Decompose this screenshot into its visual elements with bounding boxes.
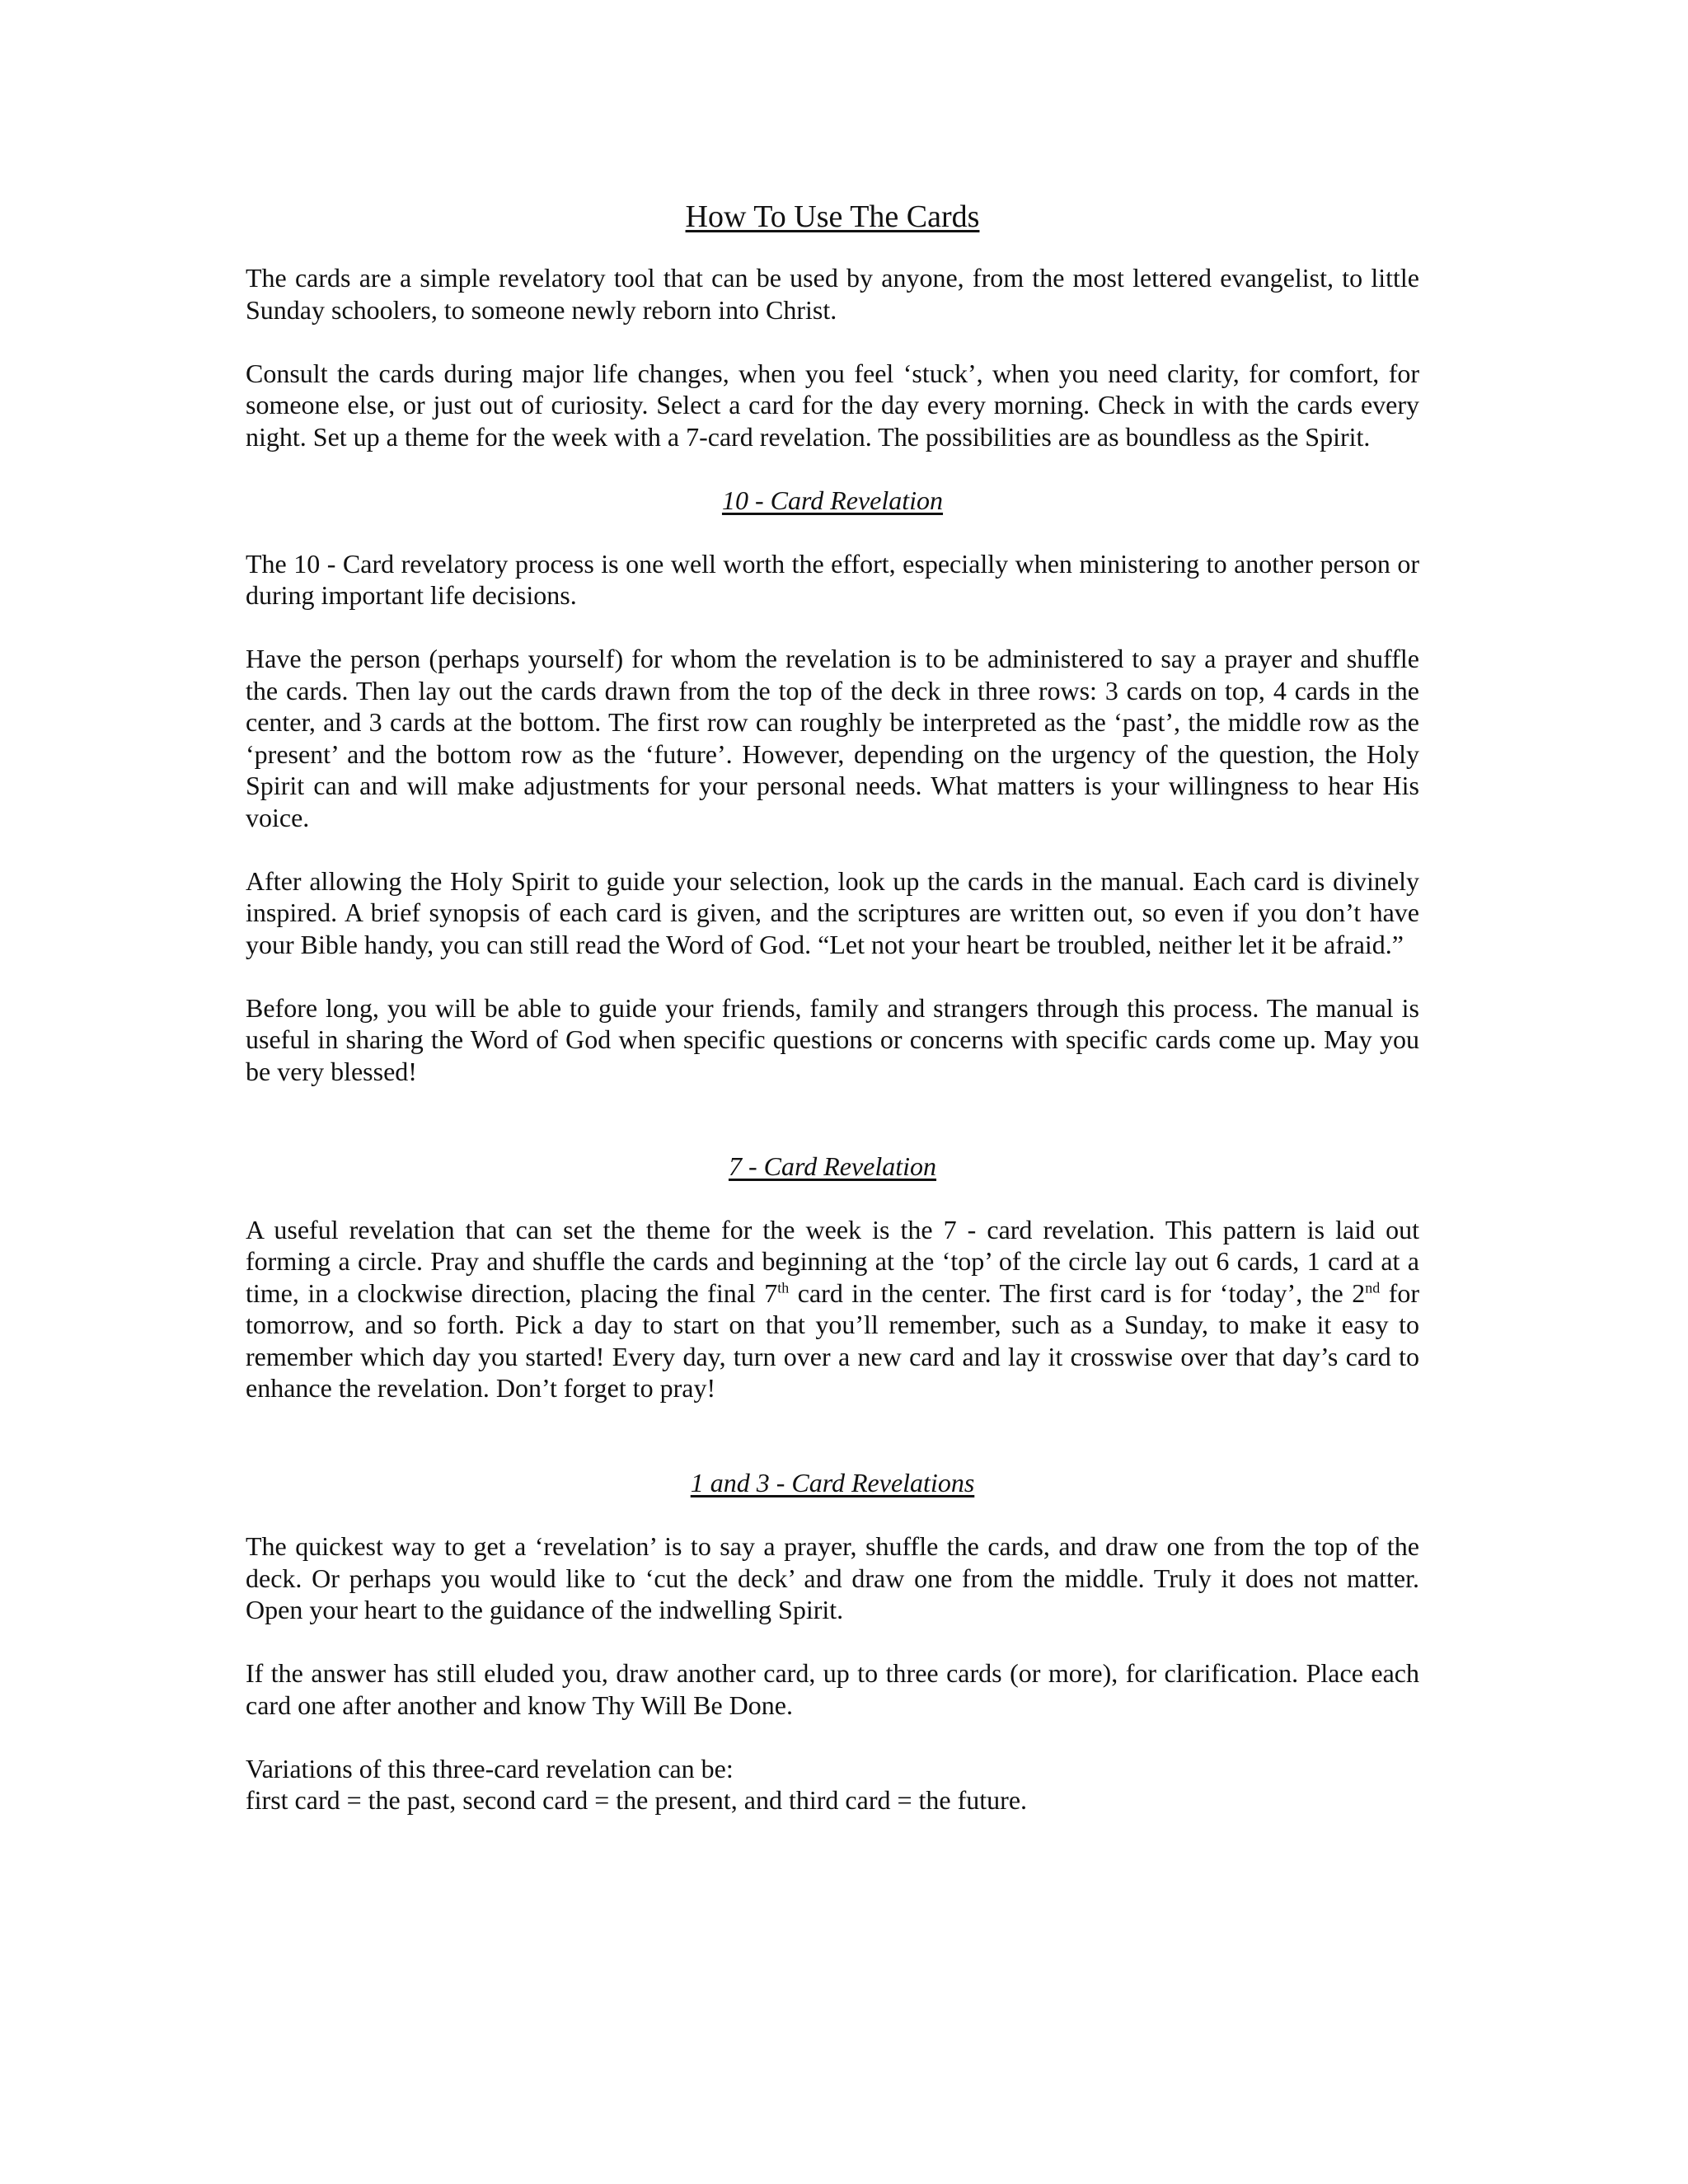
one-three-card-paragraph-1: The quickest way to get a ‘revelation’ is to say a prayer, shuffle the cards, and draw one from the top of the deck. Or perhaps you would like to ‘cut the deck’ and draw one from the middle. Truly it does not matter. Open your heart to the guidance of the indwelling Spirit. xyxy=(246,1531,1419,1624)
superscript-th: th xyxy=(777,1278,790,1296)
seven-card-paragraph xyxy=(246,1214,1419,1404)
ten-card-paragraph-1: The 10 - Card revelatory process is one well worth the effort, especially when ministering to another person or during important life decisions. xyxy=(246,548,1419,610)
one-three-card-heading: 1 and 3 - Card Revelations xyxy=(690,1468,975,1497)
one-three-card-paragraph-2: If the answer has still eluded you, draw another card, up to three cards (or more), for clarification. Place each card one after another and know Thy Will Be Done. xyxy=(246,1658,1419,1720)
variations-line-1: Variations of this three-card revelation can be: xyxy=(246,1753,734,1783)
seven-card-heading: 7 - Card Revelation xyxy=(728,1151,937,1181)
ten-card-paragraph-3: After allowing the Holy Spirit to guide your selection, look up the cards in the manual. Each card is divinely inspired. A brief synopsis of each card is given, and the scriptures are written out, so even if you don’t have your Bible handy, you can still read the Word of God. “Let not your heart be troubled, neither let it be afraid.” xyxy=(246,865,1419,959)
seven-card-text-a: A useful revelation that can set the theme for the week is the 7 - card revelation. This pattern is laid out forming a circle. Pray and shuffle the cards and beginning at the ‘top’ of the circle lay out 6 cards, 1 card at a time, in a clockwise direction, placing the final 7 xyxy=(246,1214,1419,1308)
intro-paragraph-2: Consult the cards during major life changes, when you feel ‘stuck’, when you need clarity, for comfort, for someone else, or just out of curiosity. Select a card for the day every morning. Check in with the cards every night. Set up a theme for the week with a 7-card revelation. The possibilities are as boundless as the Spirit. xyxy=(246,358,1419,452)
section-spacer xyxy=(246,1119,1419,1151)
seven-card-text-b: card in the center. The first card is for ‘today’, the 2 xyxy=(789,1277,1366,1308)
seven-card-text-c: for tomorrow, and so forth. Pick a day to start on that you’ll remember, such as a Sunday, to make it easy to remember which day you started! Every day, turn over a new card and lay it crosswise over that day’s card to enhance the revelation. Don’t forget to pray! xyxy=(246,1277,1420,1403)
ten-card-paragraph-2: Have the person (perhaps yourself) for whom the revelation is to be administered to say a prayer and shuffle the cards. Then lay out the cards drawn from the top of the deck in three rows: 3 cards on top, 4 cards in the center, and 3 cards at the bottom. The first row can roughly be interpreted as the ‘past’, the middle row as the ‘present’ and the bottom row as the ‘future’. However, depending on the urgency of the question, the Holy Spirit can and will make adjustments for your personal needs. What matters is your willingness to hear His voice. xyxy=(246,644,1419,832)
section-spacer xyxy=(246,1436,1419,1467)
document-page xyxy=(246,198,1419,1848)
page-title: How To Use The Cards xyxy=(685,199,980,234)
ten-card-heading: 10 - Card Revelation xyxy=(721,485,944,515)
ten-card-paragraph-4: Before long, you will be able to guide your friends, family and strangers through this process. The manual is useful in sharing the Word of God when specific questions or concerns with specific cards come up. May you be very blessed! xyxy=(246,992,1419,1086)
variations-paragraph xyxy=(246,1753,1419,1816)
variations-line-2: first card = the past, second card = the present, and third card = the future. xyxy=(246,1785,1028,1815)
intro-paragraph-1: The cards are a simple revelatory tool that can be used by anyone, from the most lettered evangelist, to little Sunday schoolers, to someone newly reborn into Christ. xyxy=(246,263,1419,325)
superscript-nd: nd xyxy=(1365,1278,1381,1296)
